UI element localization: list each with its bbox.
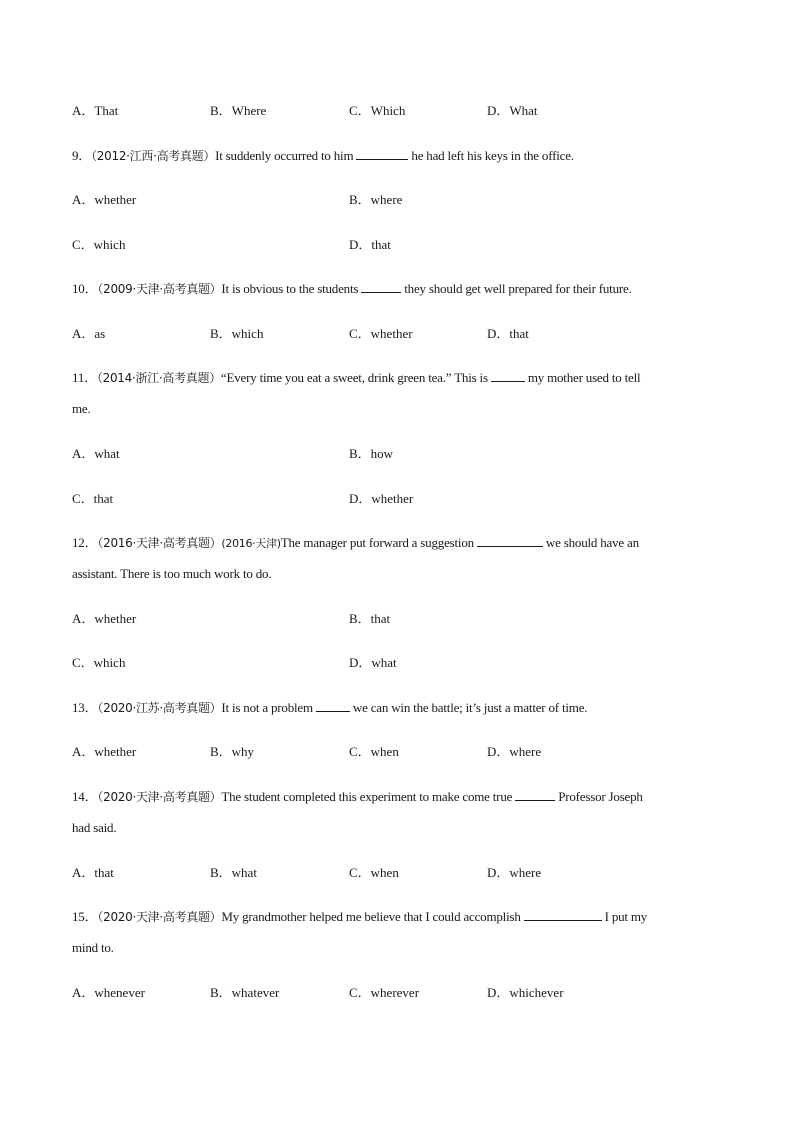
stem-text-after: they should get well prepared for their future.	[404, 281, 632, 296]
option-a[interactable]: A．whether	[72, 611, 137, 626]
stem-continuation: assistant. There is too much work to do.	[72, 566, 272, 581]
question-number: 11．	[72, 370, 97, 385]
answer-blank	[361, 281, 401, 293]
question-stem	[72, 700, 722, 716]
question-stem	[72, 148, 722, 164]
answer-blank	[477, 535, 543, 547]
question-number: 13．	[72, 700, 98, 715]
option-a[interactable]: A．what	[72, 446, 120, 461]
question-stem	[72, 370, 722, 386]
stem-continuation: mind to.	[72, 940, 114, 955]
option-d[interactable]: D．whichever	[487, 985, 564, 1000]
stem-continuation: had said.	[72, 820, 117, 835]
stem-text-after: we should have an	[545, 535, 639, 550]
option-a[interactable]: A．whether	[72, 744, 137, 759]
stem-text-before: The manager put forward a suggestion	[280, 535, 474, 550]
option-c[interactable]: C．which	[72, 237, 126, 252]
stem-text-before: It suddenly occurred to him	[215, 148, 354, 163]
option-d[interactable]: D．where	[487, 865, 542, 880]
option-c[interactable]: C．which	[72, 655, 126, 670]
question-source: （2020·江苏·高考真题）	[97, 701, 222, 715]
question-number: 10．	[72, 281, 98, 296]
option-c[interactable]: C．Which	[349, 103, 406, 118]
option-c[interactable]: C．when	[349, 865, 399, 880]
question-source-secondary: (2016·天津)	[221, 537, 281, 550]
question-source: （2020·天津·高考真题）	[97, 910, 222, 924]
option-c[interactable]: C．that	[72, 491, 114, 506]
question-source: （2020·天津·高考真题）	[97, 790, 222, 804]
option-d[interactable]: D．what	[349, 655, 397, 670]
answer-blank	[316, 700, 350, 712]
option-b[interactable]: B．where	[349, 192, 403, 207]
answer-blank	[524, 909, 602, 921]
question-source: （2016·天津·高考真题）	[97, 536, 222, 550]
question-stem	[72, 909, 722, 925]
question-number: 12．	[72, 535, 98, 550]
option-c[interactable]: C．whether	[349, 326, 413, 341]
option-a[interactable]: A．whether	[72, 192, 137, 207]
option-b[interactable]: B．that	[349, 611, 391, 626]
question-stem	[72, 535, 722, 552]
question-source: （2009·天津·高考真题）	[97, 282, 222, 296]
stem-text-before: My grandmother helped me believe that I could accomplish	[221, 909, 521, 924]
stem-text-after: I put my	[604, 909, 648, 924]
question-source: （2014·浙江·高考真题）	[96, 371, 221, 385]
stem-text-before: The student completed this experiment to make come true	[221, 789, 513, 804]
option-d[interactable]: D．that	[487, 326, 529, 341]
option-b[interactable]: B．whatever	[210, 985, 280, 1000]
option-d[interactable]: D．whether	[349, 491, 414, 506]
option-a[interactable]: A．as	[72, 326, 106, 341]
answer-blank	[356, 148, 408, 160]
question-number: 15．	[72, 909, 98, 924]
option-b[interactable]: B．how	[349, 446, 394, 461]
option-a[interactable]: A．that	[72, 865, 114, 880]
stem-text-before: It is not a problem	[221, 700, 313, 715]
option-b[interactable]: B．which	[210, 326, 264, 341]
option-b[interactable]: B．Where	[210, 103, 267, 118]
question-number: 14．	[72, 789, 98, 804]
option-d[interactable]: D．What	[487, 103, 538, 118]
option-b[interactable]: B．what	[210, 865, 257, 880]
option-a[interactable]: A．That	[72, 103, 119, 118]
option-b[interactable]: B．why	[210, 744, 255, 759]
stem-text-before: It is obvious to the students	[221, 281, 359, 296]
option-d[interactable]: D．where	[487, 744, 542, 759]
stem-text-after: my mother used to tell	[527, 370, 641, 385]
stem-continuation: me.	[72, 401, 91, 416]
option-a[interactable]: A．whenever	[72, 985, 145, 1000]
stem-text-after: Professor Joseph	[558, 789, 643, 804]
answer-blank	[515, 789, 555, 801]
stem-text-after: we can win the battle; it’s just a matter of time.	[352, 700, 588, 715]
answer-blank	[491, 370, 525, 382]
option-c[interactable]: C．when	[349, 744, 399, 759]
stem-text-before: “Every time you eat a sweet, drink green tea.” This is	[220, 370, 488, 385]
option-c[interactable]: C．wherever	[349, 985, 420, 1000]
option-d[interactable]: D．that	[349, 237, 391, 252]
question-number: 9．	[72, 148, 92, 163]
stem-text-after: he had left his keys in the office.	[411, 148, 574, 163]
question-stem	[72, 281, 722, 297]
question-stem	[72, 789, 722, 805]
question-source: （2012·江西·高考真题）	[91, 149, 216, 163]
